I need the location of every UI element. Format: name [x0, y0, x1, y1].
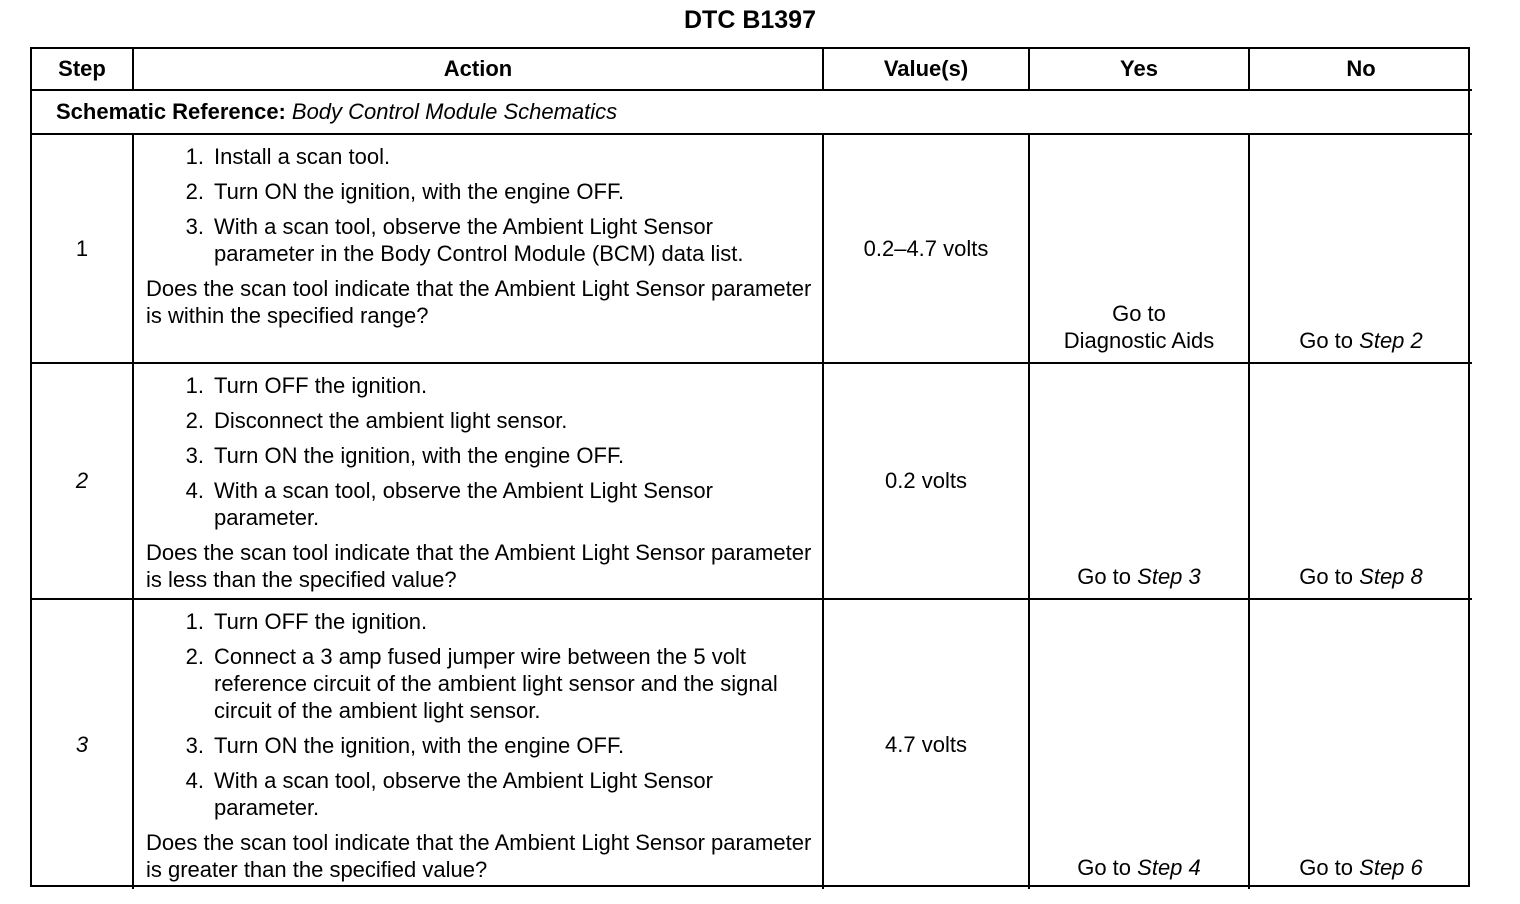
no-target: Step 6: [1359, 855, 1423, 880]
action-num: 3.: [185, 214, 204, 239]
page-title: DTC B1397: [684, 6, 816, 34]
action-text: Disconnect the ambient light sensor.: [214, 408, 568, 433]
step-number: 2: [32, 364, 134, 600]
step-number: 1: [32, 135, 134, 364]
yes-cell: [1030, 135, 1250, 364]
schematic-ref: Body Control Module Schematics: [291, 99, 618, 124]
diagnostic-table: [30, 47, 1470, 887]
no-prefix: Go to: [1299, 855, 1354, 880]
action-text: Connect a 3 amp fused jumper wire between the 5 volt reference circuit of the ambient light sensor and the signal circuit of the ambient light sensor.: [214, 644, 778, 723]
no-prefix: Go to: [1299, 328, 1354, 353]
yes-cell: [1030, 600, 1250, 889]
action-item: [146, 143, 814, 170]
action-num: 2.: [185, 644, 204, 669]
yes-target: Step 4: [1137, 855, 1201, 880]
action-item: [146, 477, 814, 531]
action-num: 4.: [185, 478, 204, 503]
action-text: Install a scan tool.: [214, 144, 391, 169]
action-text: Turn OFF the ignition.: [214, 609, 428, 634]
action-question: Does the scan tool indicate that the Ambient Light Sensor parameter is within the specified range?: [146, 276, 812, 328]
action-item: [146, 732, 814, 759]
action-num: 1.: [185, 373, 204, 398]
no-cell: [1250, 600, 1472, 889]
action-item: [146, 213, 814, 267]
yes-prefix: Go to: [1077, 564, 1132, 589]
action-text: Turn ON the ignition, with the engine OFF.: [214, 733, 625, 758]
action-cell: [134, 364, 824, 600]
yes-cell: [1030, 364, 1250, 600]
action-num: 3.: [185, 443, 204, 468]
value-cell: 0.2–4.7 volts: [824, 135, 1030, 364]
action-num: 1.: [185, 609, 204, 634]
action-text: Turn ON the ignition, with the engine OFF.: [214, 443, 625, 468]
header-no: No: [1250, 49, 1472, 91]
action-question: Does the scan tool indicate that the Ambient Light Sensor parameter is greater than the specified value?: [146, 830, 812, 882]
action-text: Turn OFF the ignition.: [214, 373, 428, 398]
action-cell: [134, 135, 824, 364]
action-item: [146, 643, 814, 724]
no-cell: [1250, 364, 1472, 600]
schematic-label: Schematic Reference:: [56, 99, 286, 124]
no-cell: [1250, 135, 1472, 364]
action-item: [146, 442, 814, 469]
action-text: With a scan tool, observe the Ambient Light Sensor parameter.: [214, 768, 713, 820]
header-yes: Yes: [1030, 49, 1250, 91]
no-target: Step 2: [1359, 328, 1423, 353]
header-action: Action: [134, 49, 824, 91]
action-item: [146, 608, 814, 635]
action-item: [146, 178, 814, 205]
action-num: 4.: [185, 768, 204, 793]
no-prefix: Go to: [1299, 564, 1354, 589]
value-cell: 4.7 volts: [824, 600, 1030, 889]
action-num: 2.: [185, 408, 204, 433]
action-item: [146, 372, 814, 399]
header-values: Value(s): [824, 49, 1030, 91]
yes-target: Step 3: [1137, 564, 1201, 589]
action-item: [146, 407, 814, 434]
yes-prefix: Go to: [1112, 301, 1166, 326]
value-cell: 0.2 volts: [824, 364, 1030, 600]
action-item: [146, 767, 814, 821]
header-step: Step: [32, 49, 134, 91]
action-num: 2.: [185, 179, 204, 204]
yes-target: Diagnostic Aids: [1063, 328, 1215, 353]
action-num: 3.: [185, 733, 204, 758]
yes-prefix: Go to: [1077, 855, 1132, 880]
action-question: Does the scan tool indicate that the Ambient Light Sensor parameter is less than the specified value?: [146, 540, 812, 592]
action-num: 1.: [185, 144, 204, 169]
no-target: Step 8: [1359, 564, 1423, 589]
action-text: With a scan tool, observe the Ambient Light Sensor parameter in the Body Control Module (BCM) data list.: [214, 214, 744, 266]
action-cell: [134, 600, 824, 889]
action-text: With a scan tool, observe the Ambient Light Sensor parameter.: [214, 478, 713, 530]
schematic-reference: [32, 91, 1472, 135]
step-number: 3: [32, 600, 134, 889]
action-text: Turn ON the ignition, with the engine OFF.: [214, 179, 625, 204]
